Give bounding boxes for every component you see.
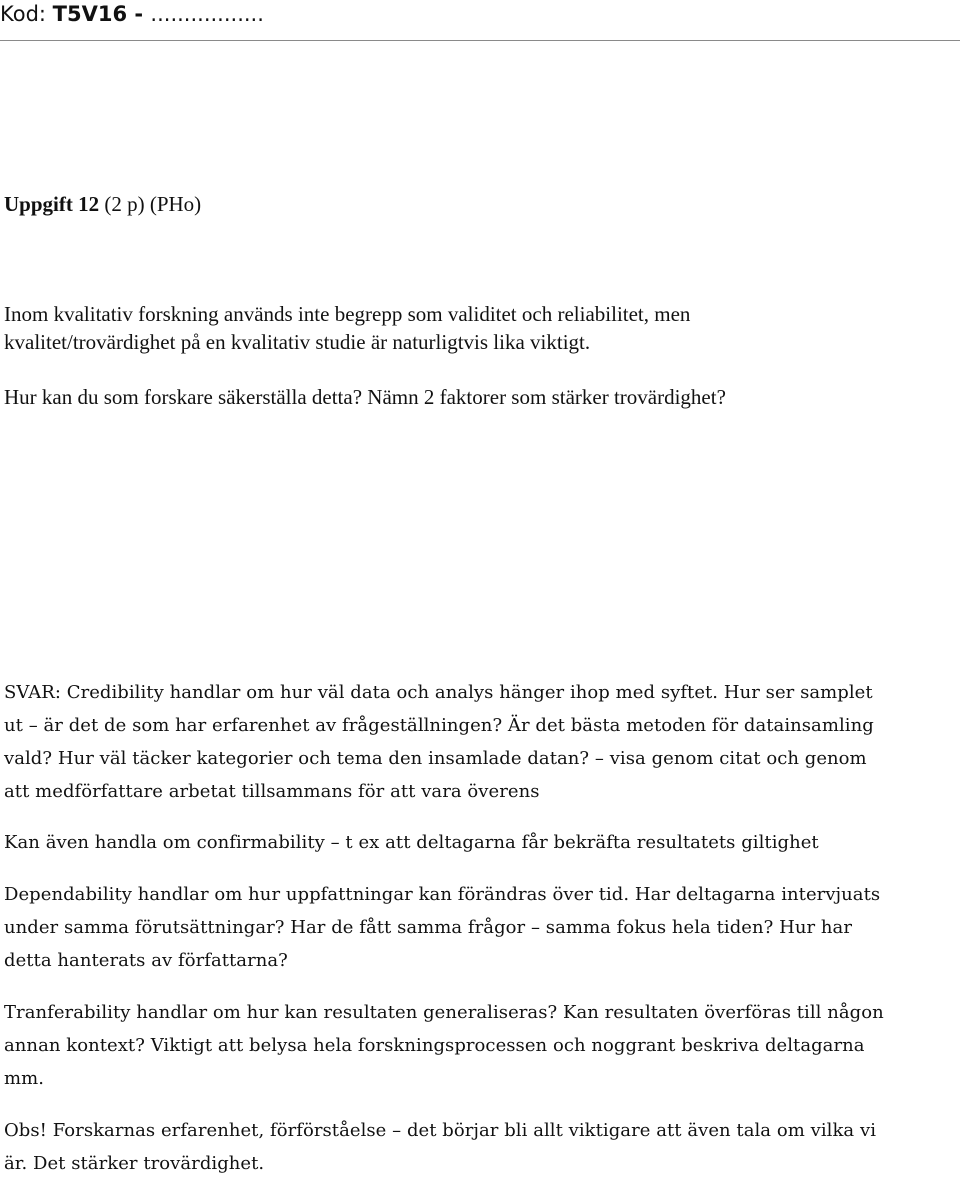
task-title — [4, 190, 956, 218]
answer-line: SVAR: Credibility handlar om hur väl data och analys hänger ihop med syftet. Hur ser samplet — [4, 682, 873, 703]
answer-line: Dependability handlar om hur uppfattningar kan förändras över tid. Har deltagarna intervjuats — [4, 884, 881, 905]
answer-transferability — [4, 996, 956, 1095]
header-divider — [0, 40, 960, 41]
kod-label: Kod: — [0, 2, 53, 26]
answer-line: att medförfattare arbetat tillsammans för att vara överens — [4, 781, 540, 802]
answer-line: ut – är det de som har erfarenhet av frågeställningen? Är det bästa metoden för datainsamling — [4, 715, 874, 736]
answer-dependability — [4, 878, 956, 977]
answer-line: mm. — [4, 1068, 45, 1089]
answer-credibility — [4, 676, 956, 808]
task-title-bold: Uppgift 12 — [4, 192, 100, 216]
intro-line: kvalitet/trovärdighet på en kvalitativ studie är naturligtvis lika viktigt. — [4, 330, 591, 354]
kod-code: T5V16 - — [52, 2, 151, 26]
answer-confirmability: Kan även handla om confirmability – t ex att deltagarna får bekräfta resultatets giltighet — [4, 832, 819, 853]
page-header — [0, 0, 960, 36]
task-title-points: (2 p) (PHo) — [99, 192, 202, 216]
answer-line: är. Det stärker trovärdighet. — [4, 1153, 265, 1174]
answer-line: Tranferability handlar om hur kan resultaten generaliseras? Kan resultaten överföras till någon — [4, 1002, 884, 1023]
kod-dots: ................. — [150, 2, 264, 26]
answer-obs-note — [4, 1114, 956, 1180]
answer-line: vald? Hur väl täcker kategorier och tema den insamlade datan? – visa genom citat och genom — [4, 748, 867, 769]
answer-line: Obs! Forskarnas erfarenhet, förförståelse – det börjar bli allt viktigare att även tala om vilka vi — [4, 1120, 877, 1141]
intro-line: Inom kvalitativ forskning används inte begrepp som validitet och reliabilitet, men — [4, 302, 691, 326]
task-question: Hur kan du som forskare säkerställa detta? Nämn 2 faktorer som stärker trovärdighet? — [4, 385, 726, 409]
answer-line: detta hanterats av författarna? — [4, 950, 288, 971]
task-intro — [4, 300, 956, 356]
answer-line: annan kontext? Viktigt att belysa hela forskningsprocessen och noggrant beskriva deltagarna — [4, 1035, 865, 1056]
answer-line: under samma förutsättningar? Har de fått samma frågor – samma fokus hela tiden? Hur har — [4, 917, 852, 938]
